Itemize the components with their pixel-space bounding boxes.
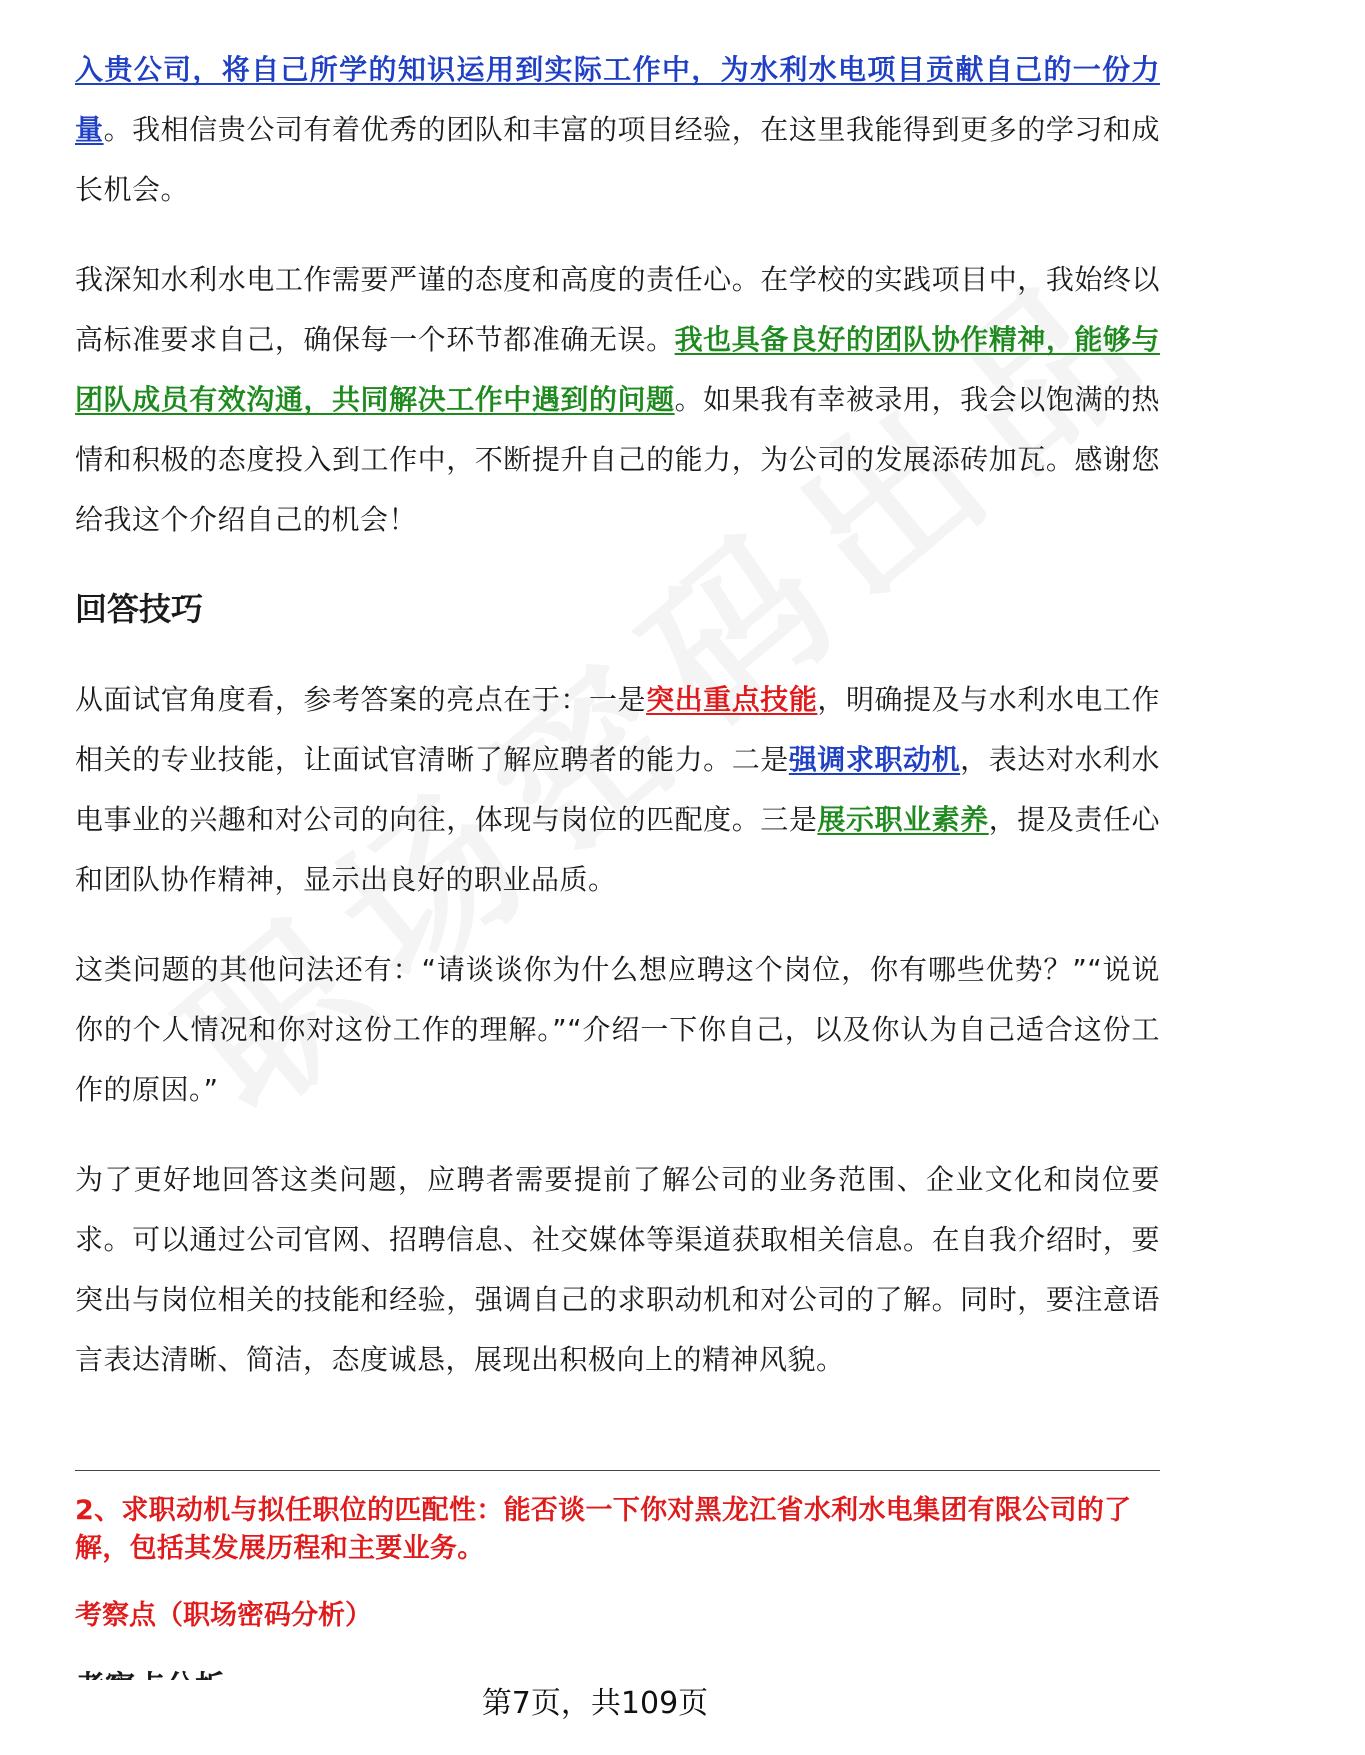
paragraph-text: 。如果我有幸被录用，我会以饱满的热情和积极的态度投入到工作中，不断提升自己的能力，为公司的发展添砖加瓦。感谢您给我这个介绍自己的机会！ (75, 383, 1160, 536)
red-highlight: 突出重点技能 (646, 683, 818, 716)
blue-highlight: 强调求职动机 (788, 743, 961, 776)
alt-questions-paragraph: 这类问题的其他问法还有：“请谈谈你为什么想应聘这个岗位，你有哪些优势？”“说说你的个人情况和你对这份工作的理解。”“介绍一下你自己，以及你认为自己适合这份工作的原因。” (75, 953, 1160, 1106)
tips-paragraph (75, 670, 1160, 910)
paragraph-text: 我深知水利水电工作需要严谨的态度和高度的责任心。在学校的实践项目中，我始终以高标准要求自己，确保每一个环节都准确无误。 (75, 263, 1160, 356)
answer-paragraph-1 (75, 40, 1160, 220)
answer-paragraph-2 (75, 250, 1160, 550)
section-divider (75, 1470, 1160, 1471)
advice-paragraph: 为了更好地回答这类问题，应聘者需要提前了解公司的业务范围、企业文化和岗位要求。可以通过公司官网、招聘信息、社交媒体等渠道获取相关信息。在自我介绍时，要突出与岗位相关的技能和经验，强调自己的求职动机和对公司的了解。同时，要注意语言表达清晰、简洁，态度诚恳，展现出积极向上的精神风貌。 (75, 1163, 1160, 1376)
paragraph-text: ，提及责任心和团队协作精神，显示出良好的职业品质。 (75, 803, 1160, 896)
assessment-label: 考察点（职场密码分析） (75, 1600, 372, 1631)
blue-highlight: 入贵公司，将自己所学的知识运用到实际工作中，为水利水电项目贡献自己的一份力量 (75, 53, 1160, 146)
page-content (75, 40, 1160, 1420)
question-heading: 2、求职动机与拟任职位的匹配性：能否谈一下你对黑龙江省水利水电集团有限公司的了解，包括其发展历程和主要业务。 (75, 1495, 1132, 1564)
green-highlight: 展示职业素养 (817, 803, 989, 836)
section-title: 回答技巧 (75, 590, 204, 628)
paragraph-text: ，明确提及与水利水电工作相关的专业技能，让面试官清晰了解应聘者的能力。二是 (75, 683, 1160, 776)
paragraph-text: 从面试官角度看，参考答案的亮点在于：一是 (75, 683, 647, 716)
paragraph-text: ，表达对水利水电事业的兴趣和对公司的向往，体现与岗位的匹配度。三是 (75, 743, 1160, 836)
green-highlight: 我也具备良好的团队协作精神，能够与团队成员有效沟通，共同解决工作中遇到的问题 (75, 323, 1160, 416)
paragraph-text: 。我相信贵公司有着优秀的团队和丰富的项目经验，在这里我能得到更多的学习和成长机会。 (75, 113, 1160, 206)
page-number: 第7页，共109页 (0, 1680, 1190, 1728)
